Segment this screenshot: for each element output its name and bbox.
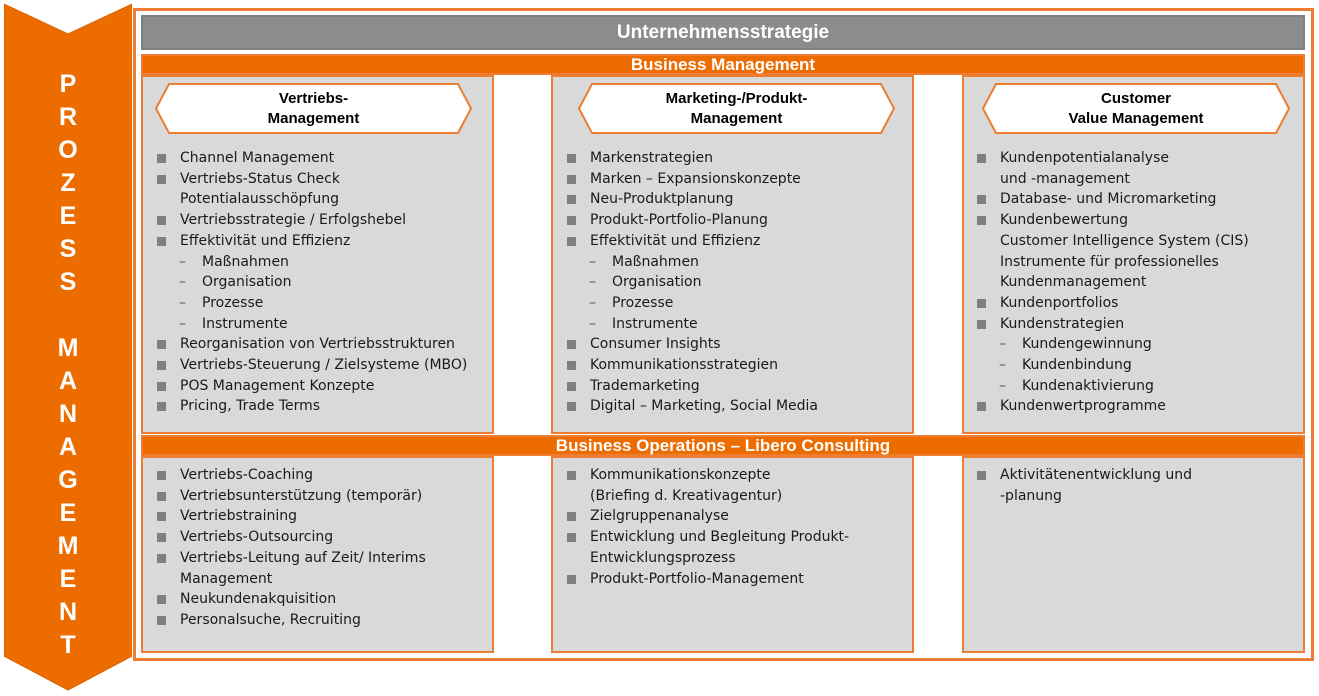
side-letter: E bbox=[59, 499, 77, 527]
sub-list-item: – Prozesse bbox=[155, 293, 490, 314]
list-item: Neu-Produktplanung bbox=[565, 189, 910, 210]
side-letter: A bbox=[58, 433, 78, 461]
list-item: Digital – Marketing, Social Media bbox=[565, 396, 910, 417]
sub-list-item: – Prozesse bbox=[565, 293, 910, 314]
vertrieb-management-list bbox=[155, 148, 490, 417]
sub-list-item: – Organisation bbox=[155, 272, 490, 293]
sub-list-item: – Maßnahmen bbox=[155, 252, 490, 273]
column-heading-marketing bbox=[578, 83, 895, 134]
list-item: Vertriebstraining bbox=[155, 506, 490, 527]
list-item: POS Management Konzepte bbox=[155, 376, 490, 397]
list-item: Vertriebs-Outsourcing bbox=[155, 527, 490, 548]
side-letter: R bbox=[58, 103, 78, 131]
side-letter: P bbox=[59, 70, 77, 98]
list-item: Effektivität und Effizienz bbox=[565, 231, 910, 252]
list-item: Vertriebs-Status Check Potentialausschöpfung bbox=[155, 169, 490, 210]
list-item: Pricing, Trade Terms bbox=[155, 396, 490, 417]
list-item: Effektivität und Effizienz bbox=[155, 231, 490, 252]
list-item: Neukundenakquisition bbox=[155, 589, 490, 610]
marketing-management-list bbox=[565, 148, 910, 417]
sub-list-item: – Instrumente bbox=[565, 314, 910, 335]
list-item: Markenstrategien bbox=[565, 148, 910, 169]
list-item: Vertriebsstrategie / Erfolgshebel bbox=[155, 210, 490, 231]
side-letter: S bbox=[59, 268, 77, 296]
prozess-management-label bbox=[4, 68, 132, 662]
side-letter bbox=[4, 299, 132, 332]
customer-operations-list bbox=[975, 465, 1300, 506]
list-item: Personalsuche, Recruiting bbox=[155, 610, 490, 631]
list-item: Kundenwertprogramme bbox=[975, 396, 1300, 417]
marketing-operations-list bbox=[565, 465, 910, 589]
column-heading-customer bbox=[982, 83, 1290, 134]
sub-list-item: – Kundenaktivierung bbox=[975, 376, 1300, 397]
business-operations-bar: Business Operations – Libero Consulting bbox=[141, 435, 1305, 456]
vertrieb-operations-list bbox=[155, 465, 490, 631]
side-letter: N bbox=[58, 598, 78, 626]
list-item: Kundenstrategien bbox=[975, 314, 1300, 335]
list-item: Vertriebs-Leitung auf Zeit/ Interims Management bbox=[155, 548, 490, 589]
list-item: Produkt-Portfolio-Management bbox=[565, 569, 910, 590]
list-item: Aktivitätenentwicklung und -planung bbox=[975, 465, 1300, 506]
list-item: Channel Management bbox=[155, 148, 490, 169]
side-letter: M bbox=[57, 532, 79, 560]
column-heading-vertrieb bbox=[155, 83, 472, 134]
list-item: Vertriebs-Steuerung / Zielsysteme (MBO) bbox=[155, 355, 490, 376]
list-item: Produkt-Portfolio-Planung bbox=[565, 210, 910, 231]
column-heading-text: Vertriebs- Management bbox=[267, 89, 360, 127]
business-management-bar: Business Management bbox=[141, 54, 1305, 75]
sub-list-item: – Organisation bbox=[565, 272, 910, 293]
sub-list-item: – Maßnahmen bbox=[565, 252, 910, 273]
sub-list-item: – Kundenbindung bbox=[975, 355, 1300, 376]
list-item: Consumer Insights bbox=[565, 334, 910, 355]
list-item: Reorganisation von Vertriebsstrukturen bbox=[155, 334, 490, 355]
side-letter: E bbox=[59, 202, 77, 230]
list-item: Vertriebsunterstützung (temporär) bbox=[155, 486, 490, 507]
column-heading-text: Customer Value Management bbox=[1068, 89, 1204, 127]
list-item: Kommunikationskonzepte (Briefing d. Kreativagentur) bbox=[565, 465, 910, 506]
side-letter: S bbox=[59, 235, 77, 263]
side-letter: M bbox=[57, 334, 79, 362]
list-item: Vertriebs-Coaching bbox=[155, 465, 490, 486]
list-item: Marken – Expansionskonzepte bbox=[565, 169, 910, 190]
side-letter: Z bbox=[60, 169, 76, 197]
list-item: Zielgruppenanalyse bbox=[565, 506, 910, 527]
side-letter: N bbox=[58, 400, 78, 428]
prozess-management-chevron bbox=[4, 4, 132, 692]
list-item: Kundenportfolios bbox=[975, 293, 1300, 314]
side-letter: O bbox=[58, 136, 78, 164]
sub-list-item: – Instrumente bbox=[155, 314, 490, 335]
list-item: Kundenpotentialanalyse und -management bbox=[975, 148, 1300, 189]
list-item: Trademarketing bbox=[565, 376, 910, 397]
side-letter: G bbox=[58, 466, 78, 494]
list-item: Database- und Micromarketing bbox=[975, 189, 1300, 210]
customer-management-list bbox=[975, 148, 1300, 417]
side-letter: A bbox=[58, 367, 78, 395]
side-letter: T bbox=[60, 631, 76, 659]
sub-list-item: – Kundengewinnung bbox=[975, 334, 1300, 355]
list-item: Kundenbewertung Customer Intelligence System (CIS) Instrumente für professionelles Kundenmanagement bbox=[975, 210, 1300, 293]
list-item: Kommunikationsstrategien bbox=[565, 355, 910, 376]
list-item: Entwicklung und Begleitung Produkt- Entwicklungsprozess bbox=[565, 527, 910, 568]
strategy-bar: Unternehmensstrategie bbox=[141, 15, 1305, 50]
column-heading-text: Marketing-/Produkt- Management bbox=[665, 89, 808, 127]
side-letter: E bbox=[59, 565, 77, 593]
